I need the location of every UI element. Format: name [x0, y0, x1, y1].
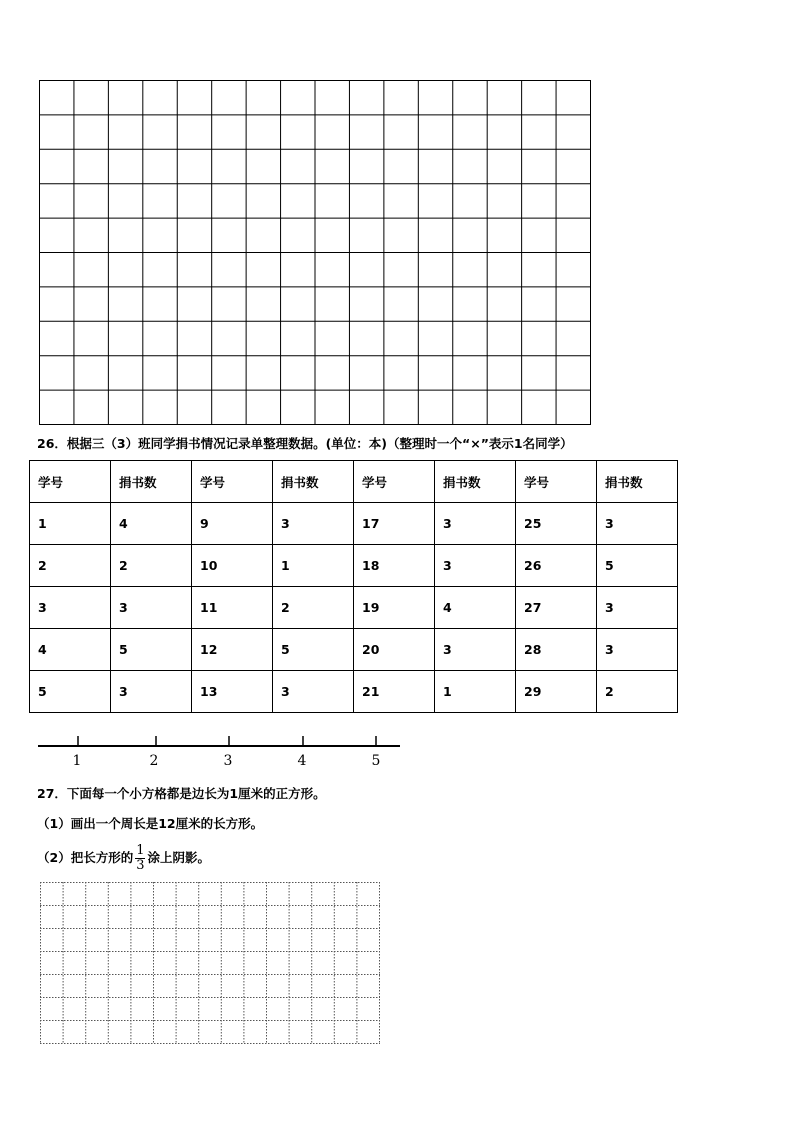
- cell-books-count: 2: [273, 587, 354, 629]
- fraction-numerator: 1: [136, 843, 145, 858]
- donation-record-table: [29, 460, 678, 713]
- cell-student-id: 1: [30, 503, 111, 545]
- cell-student-id: 12: [192, 629, 273, 671]
- cell-books-count: 3: [597, 503, 678, 545]
- fraction-one-third: [135, 844, 145, 873]
- table-header-row: [30, 461, 678, 503]
- cell-books-count: 2: [597, 671, 678, 713]
- cell-student-id: 29: [516, 671, 597, 713]
- header-student-id: 学号: [192, 461, 273, 503]
- cell-student-id: 20: [354, 629, 435, 671]
- cell-books-count: 3: [435, 629, 516, 671]
- table-row: [30, 629, 678, 671]
- cell-student-id: 10: [192, 545, 273, 587]
- number-line-label: 3: [223, 753, 233, 769]
- cell-student-id: 25: [516, 503, 597, 545]
- cell-books-count: 3: [435, 545, 516, 587]
- cell-books-count: 5: [111, 629, 192, 671]
- table-row: [30, 545, 678, 587]
- part-2-prefix: （2）把长方形的: [37, 850, 134, 865]
- cell-student-id: 9: [192, 503, 273, 545]
- number-line-label: 5: [371, 753, 381, 769]
- answer-grid-dotted: [40, 882, 380, 1044]
- number-line-label: 1: [72, 753, 82, 769]
- cell-books-count: 3: [597, 629, 678, 671]
- cell-books-count: 4: [111, 503, 192, 545]
- header-student-id: 学号: [516, 461, 597, 503]
- cell-books-count: 3: [273, 503, 354, 545]
- cell-books-count: 5: [273, 629, 354, 671]
- cell-books-count: 3: [111, 671, 192, 713]
- cell-student-id: 3: [30, 587, 111, 629]
- cell-books-count: 4: [435, 587, 516, 629]
- cell-student-id: 5: [30, 671, 111, 713]
- table-row: [30, 671, 678, 713]
- cell-student-id: 18: [354, 545, 435, 587]
- cell-books-count: 3: [435, 503, 516, 545]
- cell-student-id: 21: [354, 671, 435, 713]
- fraction-denominator: 3: [136, 858, 145, 873]
- question-26-text: 26．根据三（3）班同学捐书情况记录单整理数据。(单位：本)（整理时一个“×”表示1名同学）: [37, 436, 573, 451]
- cell-books-count: 2: [111, 545, 192, 587]
- table-row: [30, 503, 678, 545]
- cell-books-count: 3: [597, 587, 678, 629]
- header-books-count: 捐书数: [273, 461, 354, 503]
- header-books-count: 捐书数: [597, 461, 678, 503]
- cell-student-id: 19: [354, 587, 435, 629]
- header-student-id: 学号: [30, 461, 111, 503]
- cell-student-id: 11: [192, 587, 273, 629]
- header-books-count: 捐书数: [435, 461, 516, 503]
- cell-books-count: 5: [597, 545, 678, 587]
- table-row: [30, 587, 678, 629]
- cell-student-id: 28: [516, 629, 597, 671]
- number-line-label: 2: [149, 753, 159, 769]
- cell-student-id: 2: [30, 545, 111, 587]
- cell-student-id: 13: [192, 671, 273, 713]
- answer-grid-solid: [39, 80, 591, 425]
- question-27-text: 27．下面每一个小方格都是边长为1厘米的正方形。: [37, 786, 326, 801]
- question-27-part-1: （1）画出一个周长是12厘米的长方形。: [37, 816, 264, 831]
- question-27-part-2: [37, 843, 210, 873]
- cell-student-id: 17: [354, 503, 435, 545]
- part-2-suffix: 涂上阴影。: [147, 850, 210, 865]
- cell-books-count: 3: [273, 671, 354, 713]
- cell-books-count: 3: [111, 587, 192, 629]
- cell-student-id: 27: [516, 587, 597, 629]
- cell-student-id: 4: [30, 629, 111, 671]
- header-books-count: 捐书数: [111, 461, 192, 503]
- header-student-id: 学号: [354, 461, 435, 503]
- cell-student-id: 26: [516, 545, 597, 587]
- number-line-label: 4: [297, 753, 307, 769]
- cell-books-count: 1: [273, 545, 354, 587]
- cell-books-count: 1: [435, 671, 516, 713]
- number-line: [38, 728, 402, 772]
